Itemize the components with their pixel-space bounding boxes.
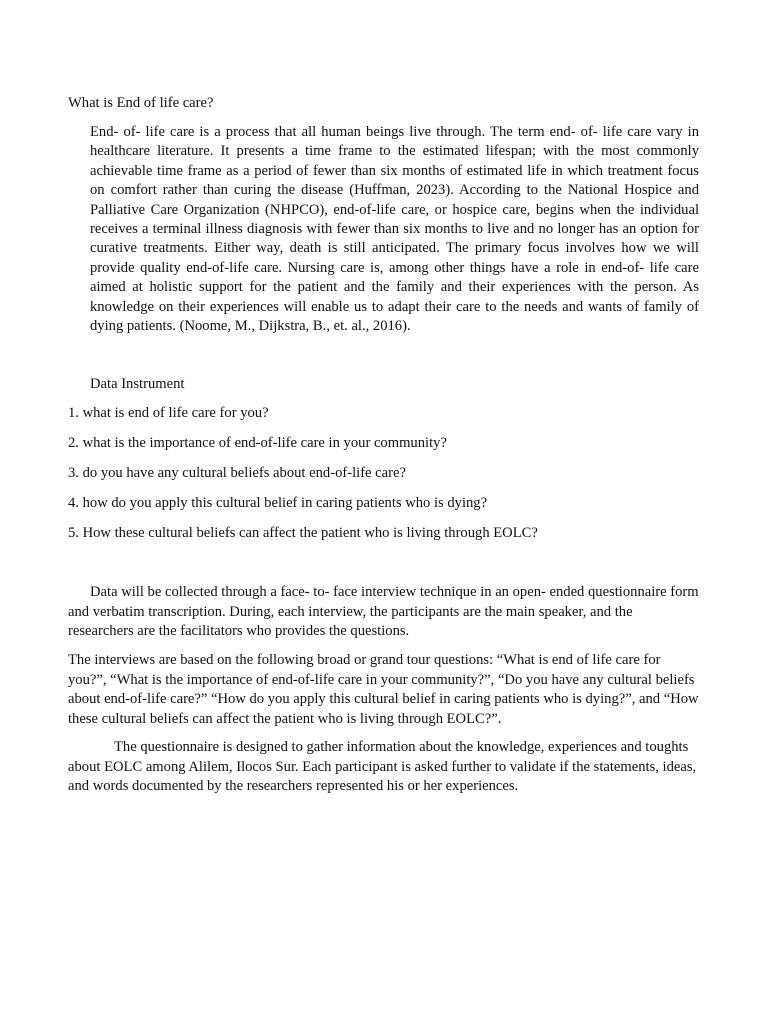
- question-item: 5. How these cultural beliefs can affect the patient who is living through EOLC?: [68, 525, 538, 541]
- data-instrument-title: Data Instrument: [90, 376, 185, 392]
- interviews-paragraph: The interviews are based on the following broad or grand tour questions: “What is end of life care for you?”, “What is the importance of end-of-life care in your community?”, “Do you have any cultural beliefs about end-of-life care?” “How do you apply this cultural belief in caring patients who is dying?”, and “How these cultural beliefs can affect the patient who is living through EOLC?”.: [68, 652, 699, 727]
- question-item: 2. what is the importance of end-of-life care in your community?: [68, 435, 447, 451]
- section-heading: What is End of life care?: [68, 95, 214, 111]
- intro-paragraph: End- of- life care is a process that all human beings live through. The term end- of- life care vary in healthcare literature. It presents a time frame to the estimated lifespan; with the most commonly achievable time frame as a period of fewer than six months of estimated life in which treatment focus on comfort rather than curing the disease (Huffman, 2023). According to the National Hospice and Palliative Care Organization (NHPCO), end-of-life care, or hospice care, begins when the individual receives a terminal illness diagnosis with fewer than six months to live and no longer has an option for curative treatments. Either way, death is still anticipated. The primary focus involves how we will provide quality end-of-life care. Nursing care is, among other things have a role in end-of- life care aimed at holistic support for the patient and the family and their experiences with the person. As knowledge on their experiences will enable us to adapt their care to the needs and wants of family of dying patients. (Noome, M., Dijkstra, B., et. al., 2016).: [90, 124, 699, 335]
- question-item: 4. how do you apply this cultural belief in caring patients who is dying?: [68, 495, 488, 511]
- question-item: 1. what is end of life care for you?: [68, 405, 269, 421]
- data-collection-paragraph: Data will be collected through a face- to- face interview technique in an open- ended questionnaire form and verbatim transcription. During, each interview, the participants are the main speaker, and the researchers are the facilitators who provides the questions.: [68, 584, 699, 640]
- questionnaire-paragraph: The questionnaire is designed to gather information about the knowledge, experiences and toughts about EOLC among Alilem, Ilocos Sur. Each participant is asked further to validate if the statements, ideas, and words documented by the researchers represented his or her experiences.: [68, 739, 697, 795]
- question-item: 3. do you have any cultural beliefs about end-of-life care?: [68, 465, 406, 481]
